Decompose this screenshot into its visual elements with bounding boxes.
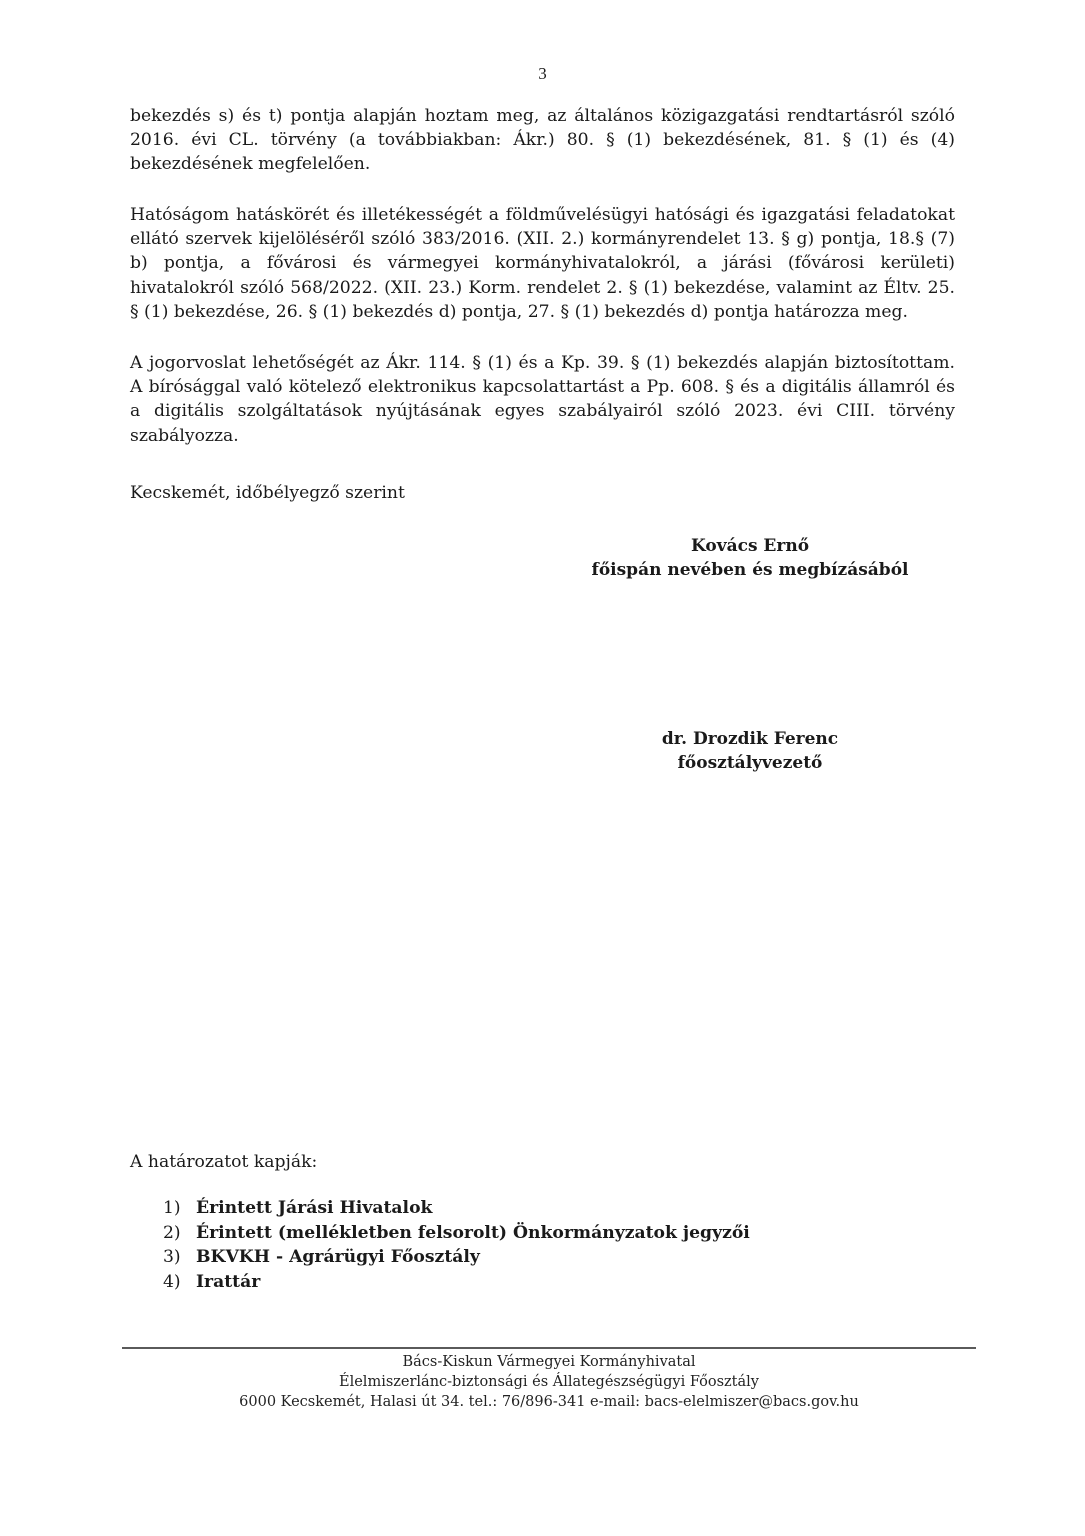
footer-department: Élelmiszerlánc-biztonsági és Állategészségügyi Főosztály: [339, 1374, 759, 1390]
page-footer: [0, 1352, 1085, 1412]
signatory-title: főispán nevében és megbízásából: [591, 560, 909, 580]
signatory-title: főosztályvezető: [677, 753, 823, 773]
paragraph-line: hivatalokról szóló 568/2022. (XII. 23.) Korm. rendelet 2. § (1) bekezdése, valamint az Éltv. 25.: [130, 277, 955, 298]
list-item-number: 3): [163, 1247, 181, 1267]
paragraph-legal-remedy: [130, 351, 955, 448]
paragraph-line: A bírósággal való kötelező elektronikus kapcsolattartást a Pp. 608. § és a digitális államról és: [130, 377, 955, 398]
paragraph-line: ellátó szervek kijelöléséről szóló 383/2016. (XII. 2.) kormányrendelet 13. § g) pontja, 18.§ (7): [130, 229, 955, 250]
recipients-heading: A határozatot kapják:: [130, 1152, 318, 1172]
paragraph-line: Hatóságom hatáskörét és illetékességét a földművelésügyi hatósági és igazgatási feladatokat: [130, 205, 955, 225]
list-item-number: 1): [163, 1198, 181, 1218]
place-and-date: Kecskemét, időbélyegző szerint: [130, 483, 405, 503]
paragraph-line: bekezdésének megfelelően.: [130, 154, 371, 175]
paragraph-line: szabályozza.: [130, 425, 239, 446]
paragraph-line: 2016. évi CL. törvény (a továbbiakban: Ákr.) 80. § (1) bekezdésének, 81. § (1) és (4): [130, 130, 955, 151]
paragraph-legal-basis: [130, 104, 955, 177]
signatory-name: Kovács Ernő: [690, 536, 810, 556]
signature-block-head: [560, 727, 940, 775]
paragraph-line: bekezdés s) és t) pontja alapján hoztam meg, az általános közigazgatási rendtartásról szóló: [130, 106, 955, 126]
list-item-label: BKVKH - Agrárügyi Főosztály: [196, 1247, 480, 1267]
paragraph-line: § (1) bekezdése, 26. § (1) bekezdés d) pontja, 27. § (1) bekezdés d) pontja határozza meg.: [130, 301, 908, 322]
paragraph-line: a digitális szolgáltatások nyújtásának egyes szabályairól szóló 2023. évi CIII. törvény: [130, 401, 955, 422]
footer-divider: [122, 1347, 976, 1349]
signature-block-chief: [560, 534, 940, 582]
footer-contact: 6000 Kecskemét, Halasi út 34. tel.: 76/896-341 e-mail: bacs-elelmiszer@bacs.gov.hu: [239, 1394, 859, 1410]
list-item-label: Érintett Járási Hivatalok: [196, 1198, 433, 1218]
page-number: 3: [538, 64, 547, 83]
signatory-name: dr. Drozdik Ferenc: [661, 729, 839, 749]
list-item-label: Irattár: [196, 1271, 261, 1292]
footer-organization: Bács-Kiskun Vármegyei Kormányhivatal: [402, 1354, 696, 1370]
list-item-number: 4): [163, 1271, 181, 1292]
paragraph-line: b) pontja, a fővárosi és vármegyei kormányhivatalokról, a járási (fővárosi kerületi): [130, 253, 955, 274]
list-item-label: Érintett (mellékletben felsorolt) Önkormányzatok jegyzői: [196, 1222, 750, 1243]
paragraph-authority-competence: [130, 203, 955, 324]
paragraph-line: A jogorvoslat lehetőségét az Ákr. 114. § (1) és a Kp. 39. § (1) bekezdés alapján biztosítottam.: [130, 353, 955, 373]
list-item-number: 2): [163, 1222, 181, 1243]
